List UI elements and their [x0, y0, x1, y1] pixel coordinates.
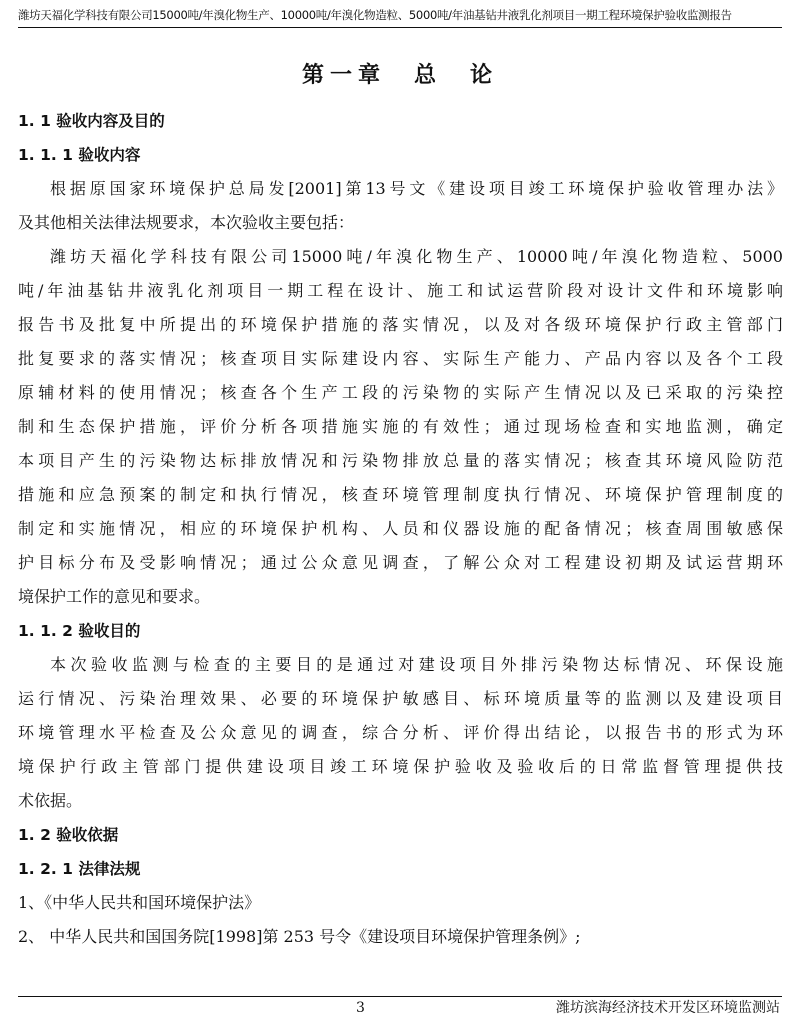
- paragraph-purpose: [18, 648, 783, 818]
- paragraph-basis: [18, 172, 783, 240]
- header-divider: [18, 27, 782, 28]
- running-header: 潍坊天福化学科技有限公司15000吨/年溴化物生产、10000吨/年溴化物造粒、5000吨/年油基钻井液乳化剂项目一期工程环境保护验收监测报告: [18, 8, 732, 22]
- list-item: 1、《中华人民共和国环境保护法》: [18, 893, 261, 912]
- paragraph-line: 境保护工作的意见和要求。: [18, 587, 211, 606]
- document-body: [18, 104, 783, 954]
- paragraph-line: 制定和实施情况，相应的环境保护机构、人员和仪器设施的配备情况；核查周围敏感保: [18, 519, 783, 538]
- paragraph-line: 护目标分布及受影响情况；通过公众意见调查，了解公众对工程建设初期及试运营期环: [18, 553, 783, 572]
- paragraph-line: 环境管理水平检查及公众意见的调查，综合分析、评价得出结论，以报告书的形式为环: [18, 723, 783, 742]
- section-heading-1-1-2: 1. 1. 2 验收目的: [18, 622, 141, 640]
- paragraph-line: 批复要求的落实情况；核查项目实际建设内容、实际生产能力、产品内容以及各个工段: [18, 349, 783, 368]
- paragraph-line: 境保护行政主管部门提供建设项目竣工环境保护验收及验收后的日常监督管理提供技: [18, 757, 783, 776]
- paragraph-scope: [18, 240, 783, 614]
- section-heading-1-1: 1. 1 验收内容及目的: [18, 112, 165, 130]
- page-number: 3: [356, 1000, 365, 1016]
- paragraph-line: 原辅材料的使用情况；核查各个生产工段的污染物的实际产生情况以及已采取的污染控: [18, 383, 783, 402]
- paragraph-line: 措施和应急预案的制定和执行情况，核查环境管理制度执行情况、环境保护管理制度的: [18, 485, 783, 504]
- paragraph-line: 及其他相关法律法规要求，本次验收主要包括：: [18, 213, 355, 232]
- paragraph-line: 根据原国家环境保护总局发[2001]第13号文《建设项目竣工环境保护验收管理办法》: [50, 179, 783, 198]
- footer-divider: [18, 996, 782, 997]
- paragraph-line: 本项目产生的污染物达标排放情况和污染物排放总量的落实情况；核查其环境风险防范: [18, 451, 783, 470]
- paragraph-line: 运行情况、污染治理效果、必要的环境保护敏感目、标环境质量等的监测以及建设项目: [18, 689, 783, 708]
- chapter-title: 第一章 总 论: [301, 63, 498, 88]
- paragraph-line: 术依据。: [18, 791, 83, 810]
- section-heading-1-1-1: 1. 1. 1 验收内容: [18, 146, 141, 164]
- list-item: 2、 中华人民共和国国务院[1998]第 253 号令《建设项目环境保护管理条例》;: [18, 927, 581, 946]
- paragraph-line: 报告书及批复中所提出的环境保护措施的落实情况，以及对各级环境保护行政主管部门: [18, 315, 783, 334]
- section-heading-1-2-1: 1. 2. 1 法律法规: [18, 860, 141, 878]
- paragraph-line: 潍坊天福化学科技有限公司15000吨/年溴化物生产、10000吨/年溴化物造粒、5000: [50, 247, 783, 266]
- section-heading-1-2: 1. 2 验收依据: [18, 826, 119, 844]
- paragraph-line: 吨/年油基钻井液乳化剂项目一期工程在设计、施工和试运营阶段对设计文件和环境影响: [18, 281, 783, 300]
- paragraph-line: 本次验收监测与检查的主要目的是通过对建设项目外排污染物达标情况、环保设施: [50, 655, 783, 674]
- footer-organization: 潍坊滨海经济技术开发区环境监测站: [556, 1000, 780, 1016]
- paragraph-line: 制和生态保护措施，评价分析各项措施实施的有效性；通过现场检查和实地监测，确定: [18, 417, 783, 436]
